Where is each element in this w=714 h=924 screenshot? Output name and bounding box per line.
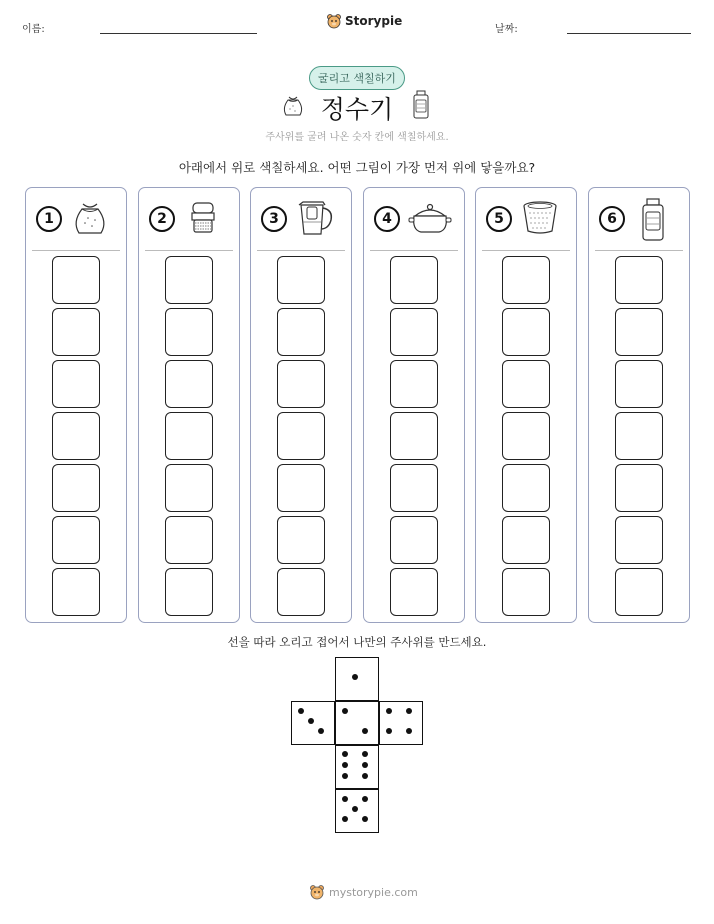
- column-divider: [257, 250, 345, 251]
- color-cell[interactable]: [277, 464, 325, 512]
- die-face-6: [335, 745, 379, 789]
- pip: [362, 751, 368, 757]
- color-cell[interactable]: [615, 568, 663, 616]
- pip: [362, 728, 368, 734]
- bear-icon: [309, 884, 325, 900]
- pip: [386, 708, 392, 714]
- pip: [342, 708, 348, 714]
- die-face-3: [291, 701, 335, 745]
- pip: [342, 796, 348, 802]
- mesh-basket-icon: [520, 198, 560, 238]
- pip: [352, 806, 358, 812]
- column-number: 5: [486, 206, 512, 232]
- color-cell[interactable]: [502, 516, 550, 564]
- die-face-2: [335, 701, 379, 745]
- color-cell[interactable]: [165, 360, 213, 408]
- color-cell[interactable]: [502, 360, 550, 408]
- race-column-5: [475, 187, 577, 623]
- brand-logo: [326, 13, 402, 29]
- cut-instruction: 선을 따라 오리고 접어서 나만의 주사위를 만드세요.: [227, 635, 487, 649]
- pip: [342, 816, 348, 822]
- page-title: 정수기: [320, 95, 394, 124]
- color-cell[interactable]: [277, 256, 325, 304]
- water-filter-cartridge-icon: [183, 198, 223, 238]
- color-cell[interactable]: [52, 568, 100, 616]
- column-number: 3: [261, 206, 287, 232]
- pip: [318, 728, 324, 734]
- pip: [352, 674, 358, 680]
- color-cell[interactable]: [165, 412, 213, 460]
- color-cell[interactable]: [277, 308, 325, 356]
- column-divider: [482, 250, 570, 251]
- color-cell[interactable]: [52, 464, 100, 512]
- color-cell[interactable]: [390, 568, 438, 616]
- pip: [342, 773, 348, 779]
- column-number: 1: [36, 206, 62, 232]
- color-cell[interactable]: [165, 308, 213, 356]
- color-cell[interactable]: [502, 568, 550, 616]
- color-cell[interactable]: [52, 308, 100, 356]
- column-divider: [370, 250, 458, 251]
- color-cell[interactable]: [390, 412, 438, 460]
- color-cell[interactable]: [615, 360, 663, 408]
- column-divider: [32, 250, 120, 251]
- color-cell[interactable]: [615, 464, 663, 512]
- color-cell[interactable]: [502, 464, 550, 512]
- drawstring-bag-icon: [70, 198, 110, 238]
- color-cell[interactable]: [165, 568, 213, 616]
- color-cell[interactable]: [390, 516, 438, 564]
- instruction-text: 아래에서 위로 색칠하세요. 어떤 그림이 가장 먼저 위에 닿을까요?: [178, 160, 536, 175]
- column-number: 4: [374, 206, 400, 232]
- color-cell[interactable]: [277, 516, 325, 564]
- filter-bottle-icon: [633, 198, 673, 242]
- activity-badge: 굴리고 색칠하기: [309, 66, 405, 90]
- date-label: 날짜:: [495, 24, 518, 35]
- color-cell[interactable]: [52, 360, 100, 408]
- column-number: 6: [599, 206, 625, 232]
- race-column-3: [250, 187, 352, 623]
- pip: [362, 773, 368, 779]
- race-column-4: [363, 187, 465, 623]
- race-column-1: [25, 187, 127, 623]
- pip: [362, 796, 368, 802]
- date-line: [567, 33, 691, 34]
- color-cell[interactable]: [390, 464, 438, 512]
- color-cell[interactable]: [502, 256, 550, 304]
- drawstring-bag-icon: [280, 92, 306, 118]
- pip: [362, 762, 368, 768]
- footer: [309, 884, 418, 900]
- pip: [342, 762, 348, 768]
- race-column-2: [138, 187, 240, 623]
- die-face-4: [379, 701, 423, 745]
- color-cell[interactable]: [52, 256, 100, 304]
- column-divider: [145, 250, 233, 251]
- color-cell[interactable]: [615, 412, 663, 460]
- bear-icon: [326, 13, 342, 29]
- filter-bottle-icon: [410, 90, 432, 120]
- color-cell[interactable]: [277, 412, 325, 460]
- pot-with-lid-icon: [408, 198, 452, 238]
- name-label: 이름:: [22, 24, 45, 35]
- die-face-5: [335, 789, 379, 833]
- footer-site: mystorypie.com: [329, 885, 418, 899]
- color-cell[interactable]: [277, 568, 325, 616]
- name-line: [100, 33, 257, 34]
- filter-pitcher-icon: [295, 198, 335, 238]
- column-divider: [595, 250, 683, 251]
- color-cell[interactable]: [390, 360, 438, 408]
- color-cell[interactable]: [615, 308, 663, 356]
- color-cell[interactable]: [502, 308, 550, 356]
- page-subtitle: 주사위를 굴려 나온 숫자 칸에 색칠하세요.: [265, 132, 449, 143]
- color-cell[interactable]: [615, 516, 663, 564]
- race-column-6: [588, 187, 690, 623]
- pip: [298, 708, 304, 714]
- color-cell[interactable]: [52, 412, 100, 460]
- pip: [308, 718, 314, 724]
- pip: [406, 728, 412, 734]
- color-cell[interactable]: [502, 412, 550, 460]
- pip: [386, 728, 392, 734]
- color-cell[interactable]: [390, 256, 438, 304]
- pip: [362, 816, 368, 822]
- color-cell[interactable]: [165, 516, 213, 564]
- color-cell[interactable]: [165, 464, 213, 512]
- color-cell[interactable]: [390, 308, 438, 356]
- color-cell[interactable]: [52, 516, 100, 564]
- color-cell[interactable]: [165, 256, 213, 304]
- column-number: 2: [149, 206, 175, 232]
- color-cell[interactable]: [615, 256, 663, 304]
- die-face-1: [335, 657, 379, 701]
- color-cell[interactable]: [277, 360, 325, 408]
- brand-name: Storypie: [345, 14, 403, 28]
- pip: [406, 708, 412, 714]
- pip: [342, 751, 348, 757]
